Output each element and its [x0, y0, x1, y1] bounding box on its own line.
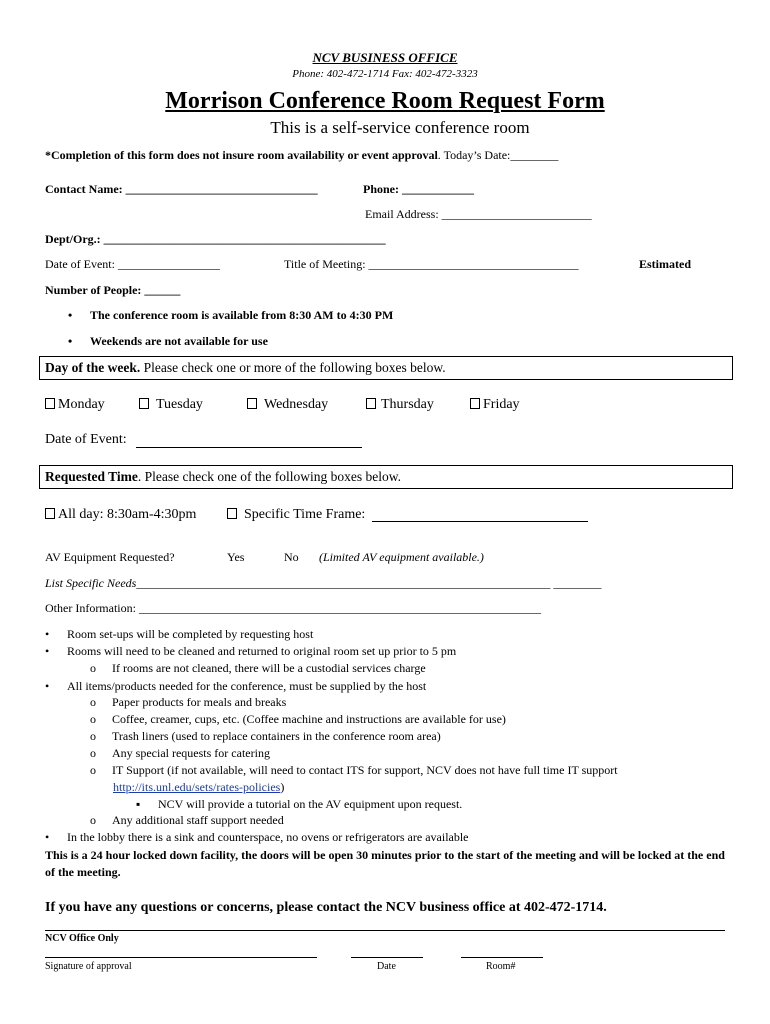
rule-text: Paper products for meals and breaks: [112, 695, 287, 709]
rule-item: [45, 830, 469, 845]
rule-text: Coffee, creamer, cups, etc. (Coffee machine and instructions are available for use): [112, 712, 506, 726]
time-heading-bold: Requested Time: [45, 469, 138, 484]
circle-bullet-icon: o: [90, 729, 96, 743]
rule-text: If rooms are not cleaned, there will be a custodial services charge: [112, 661, 426, 675]
sub-rule-item: [90, 746, 270, 761]
circle-bullet-icon: o: [90, 695, 96, 709]
days-heading-rest: Please check one or more of the following boxes below.: [140, 360, 446, 375]
circle-bullet-icon: o: [90, 813, 96, 827]
checkbox-icon[interactable]: [247, 398, 257, 409]
approval-notice: [45, 148, 558, 163]
rule-text: NCV will provide a tutorial on the AV equipment upon request.: [158, 797, 463, 811]
time-heading-rest: . Please check one of the following boxes below.: [137, 469, 401, 484]
days-section-heading: [45, 360, 446, 376]
rule-text: Rooms will need to be cleaned and returned to original room set up prior to 5 pm: [67, 644, 457, 658]
its-link-line: [113, 780, 284, 795]
checkbox-icon[interactable]: [45, 398, 55, 409]
day-label: Monday: [58, 397, 105, 412]
availability-item: [68, 308, 393, 323]
square-bullet-icon: ▪: [136, 797, 141, 811]
day-checkbox-friday[interactable]: [470, 397, 520, 413]
bullet-icon: •: [68, 334, 73, 348]
rule-text: Room set-ups will be completed by requesting host: [67, 627, 314, 641]
checkbox-icon[interactable]: [470, 398, 480, 409]
day-label: Wednesday: [264, 397, 329, 412]
time-section-heading: [45, 469, 401, 485]
av-yes-option[interactable]: Yes: [227, 550, 245, 564]
contact-note: If you have any questions or concerns, please contact the NCV business office at 402-472-1714.: [45, 900, 607, 915]
day-checkbox-tuesday[interactable]: [139, 397, 203, 413]
room-line[interactable]: [461, 957, 543, 958]
rule-text: Any special requests for catering: [112, 746, 270, 760]
rule-text: Any additional staff support needed: [112, 813, 284, 827]
checkbox-icon[interactable]: [45, 508, 55, 519]
specific-time-line[interactable]: [372, 521, 588, 522]
specific-time-checkbox[interactable]: [227, 507, 365, 523]
day-checkbox-monday[interactable]: [45, 397, 105, 413]
days-date-line[interactable]: [136, 447, 362, 448]
rule-text: Trash liners (used to replace containers in the conference room area): [112, 729, 441, 743]
specific-time-label: Specific Time Frame:: [244, 507, 366, 522]
days-heading-bold: Day of the week.: [45, 360, 141, 375]
rule-item: [45, 644, 456, 659]
office-phone: Phone: 402-472-1714 Fax: 402-472-3323: [292, 68, 478, 80]
sub-rule-item: [90, 729, 441, 744]
all-day-label: All day: 8:30am-4:30pm: [58, 507, 197, 522]
its-link-close: ): [280, 780, 285, 794]
email-field[interactable]: Email Address: _________________________: [365, 207, 592, 221]
circle-bullet-icon: o: [90, 746, 96, 760]
checkbox-icon[interactable]: [227, 508, 237, 519]
bullet-icon: •: [45, 679, 50, 693]
sub-rule-item: [90, 712, 506, 727]
contact-name-field[interactable]: Contact Name: ________________________________: [45, 182, 318, 196]
rule-text: In the lobby there is a sink and counterspace, no ovens or refrigerators are available: [67, 830, 469, 844]
sub-rule-item: [90, 661, 426, 676]
checkbox-icon[interactable]: [366, 398, 376, 409]
sub-rule-item: [90, 763, 618, 778]
day-checkbox-wednesday[interactable]: [247, 397, 328, 413]
rule-item: [45, 627, 313, 642]
circle-bullet-icon: o: [90, 661, 96, 675]
form-subtitle: This is a self-service conference room: [270, 118, 530, 137]
meeting-title-field[interactable]: Title of Meeting: ___________________________________: [284, 257, 579, 271]
av-no-option[interactable]: No: [284, 550, 299, 564]
av-note: (Limited AV equipment available.): [319, 550, 484, 564]
bullet-icon: •: [45, 830, 50, 844]
estimated-label: Estimated: [639, 257, 691, 271]
todays-date-label[interactable]: . Today’s Date:________: [437, 148, 559, 162]
availability-text: Weekends are not available for use: [90, 334, 268, 348]
dept-org-field[interactable]: Dept/Org.: _______________________________________________: [45, 232, 386, 246]
number-of-people-field[interactable]: Number of People: ______: [45, 283, 181, 297]
day-label: Tuesday: [156, 397, 203, 412]
sub-sub-rule-item: [136, 797, 462, 812]
specific-needs-field[interactable]: List Specific Needs_____________________________________________________________________ ________: [45, 576, 602, 590]
office-only-heading: NCV Office Only: [45, 933, 119, 944]
sub-rule-item: [90, 695, 286, 710]
checkbox-icon[interactable]: [139, 398, 149, 409]
other-info-field[interactable]: Other Information: ___________________________________________________________________: [45, 601, 541, 615]
all-day-checkbox[interactable]: [45, 507, 196, 523]
availability-item: [68, 334, 268, 349]
office-name: NCV BUSINESS OFFICE: [312, 50, 458, 65]
room-label: Room#: [486, 961, 516, 972]
sub-rule-item: [90, 813, 284, 828]
date-line[interactable]: [351, 957, 423, 958]
rule-text: IT Support (if not available, will need to contact ITS for support, NCV does not have full time IT support: [112, 763, 618, 777]
day-label: Thursday: [381, 397, 434, 412]
day-label: Friday: [483, 397, 520, 412]
office-only-divider: [45, 930, 725, 931]
circle-bullet-icon: o: [90, 712, 96, 726]
circle-bullet-icon: o: [90, 763, 96, 777]
rule-text: All items/products needed for the conference, must be supplied by the host: [67, 679, 427, 693]
day-checkbox-thursday[interactable]: [366, 397, 434, 413]
phone-field[interactable]: Phone: ____________: [363, 182, 474, 196]
approval-notice-text: *Completion of this form does not insure room availability or event approval: [45, 148, 438, 162]
signature-label: Signature of approval: [45, 961, 132, 972]
form-title: Morrison Conference Room Request Form: [165, 88, 605, 114]
days-date-label: Date of Event:: [45, 432, 127, 447]
bullet-icon: •: [68, 308, 73, 322]
date-label: Date: [377, 961, 396, 972]
av-label: AV Equipment Requested?: [45, 550, 175, 564]
bullet-icon: •: [45, 627, 50, 641]
rule-item: [45, 679, 426, 694]
availability-text: The conference room is available from 8:30 AM to 4:30 PM: [90, 308, 394, 322]
lockdown-notice: This is a 24 hour locked down facility, the doors will be open 30 minutes prior to the start of the meeting and will be locked at the end of the meeting.: [45, 848, 725, 879]
bullet-icon: •: [45, 644, 50, 658]
its-policies-link[interactable]: http://its.unl.edu/sets/rates-policies: [113, 780, 281, 794]
event-date-field[interactable]: Date of Event: _________________: [45, 257, 220, 271]
signature-line[interactable]: [45, 957, 317, 958]
